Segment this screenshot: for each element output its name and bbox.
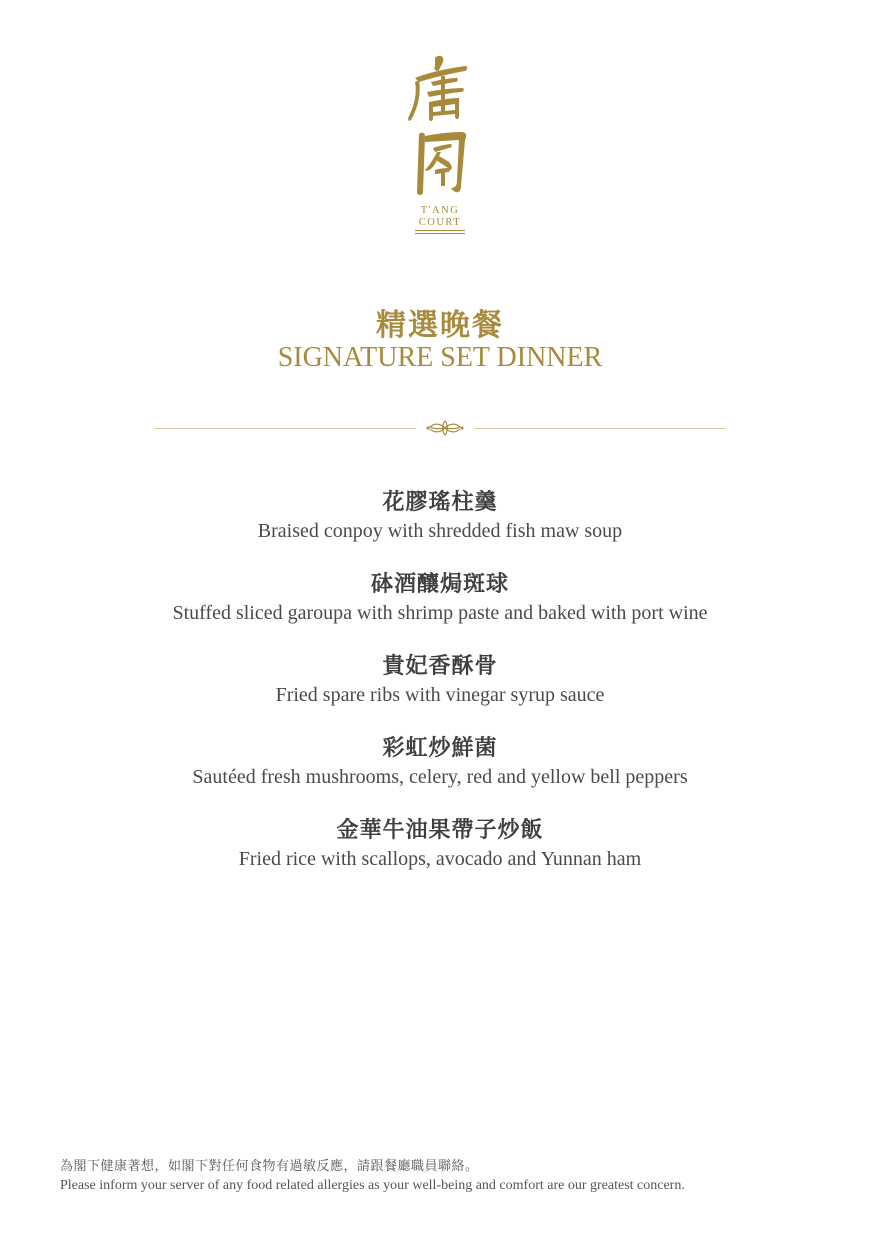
menu-item bbox=[0, 486, 880, 568]
page-title-chinese: 精選晚餐 bbox=[376, 308, 504, 343]
dish-name-english: Braised conpoy with shredded fish maw soup bbox=[257, 520, 623, 542]
menu-list bbox=[0, 486, 880, 896]
dish-name-chinese: 花膠瑤柱羹 bbox=[382, 489, 498, 515]
menu-item bbox=[0, 732, 880, 814]
menu-item bbox=[0, 568, 880, 650]
logo-rule-bottom bbox=[415, 233, 465, 234]
tang-court-logo bbox=[405, 52, 475, 242]
logo-text-tang: T'ANG bbox=[420, 205, 460, 216]
dish-name-english: Fried spare ribs with vinegar syrup sauce bbox=[275, 684, 605, 706]
allergy-notice-english: Please inform your server of any food related allergies as your well-being and comfort are our greatest concern. bbox=[60, 1178, 685, 1193]
menu-item bbox=[0, 650, 880, 732]
ornament-icon bbox=[426, 418, 464, 438]
divider-right bbox=[474, 428, 726, 429]
dish-name-chinese: 砵酒釀焗斑球 bbox=[370, 571, 509, 597]
dish-name-english: Stuffed sliced garoupa with shrimp paste and baked with port wine bbox=[172, 602, 708, 624]
dish-name-english: Sautéed fresh mushrooms, celery, red and yellow bell peppers bbox=[192, 766, 688, 788]
menu-item bbox=[0, 814, 880, 896]
page-title-english: SIGNATURE SET DINNER bbox=[277, 342, 603, 373]
dish-name-english: Fried rice with scallops, avocado and Yunnan ham bbox=[238, 848, 642, 870]
dish-name-chinese: 彩虹炒鮮菌 bbox=[382, 735, 498, 761]
dish-name-chinese: 貴妃香酥骨 bbox=[382, 653, 498, 679]
divider-left bbox=[154, 428, 416, 429]
calligraphy-logo-mark bbox=[405, 52, 475, 202]
dish-name-chinese: 金華牛油果帶子炒飯 bbox=[336, 817, 544, 843]
logo-rule-top bbox=[415, 230, 465, 231]
allergy-notice-chinese: 為閣下健康著想，如閣下對任何食物有過敏反應，請跟餐廳職員聯絡。 bbox=[60, 1159, 479, 1174]
logo-text-court: COURT bbox=[418, 217, 462, 228]
allergy-notice bbox=[60, 1157, 840, 1195]
